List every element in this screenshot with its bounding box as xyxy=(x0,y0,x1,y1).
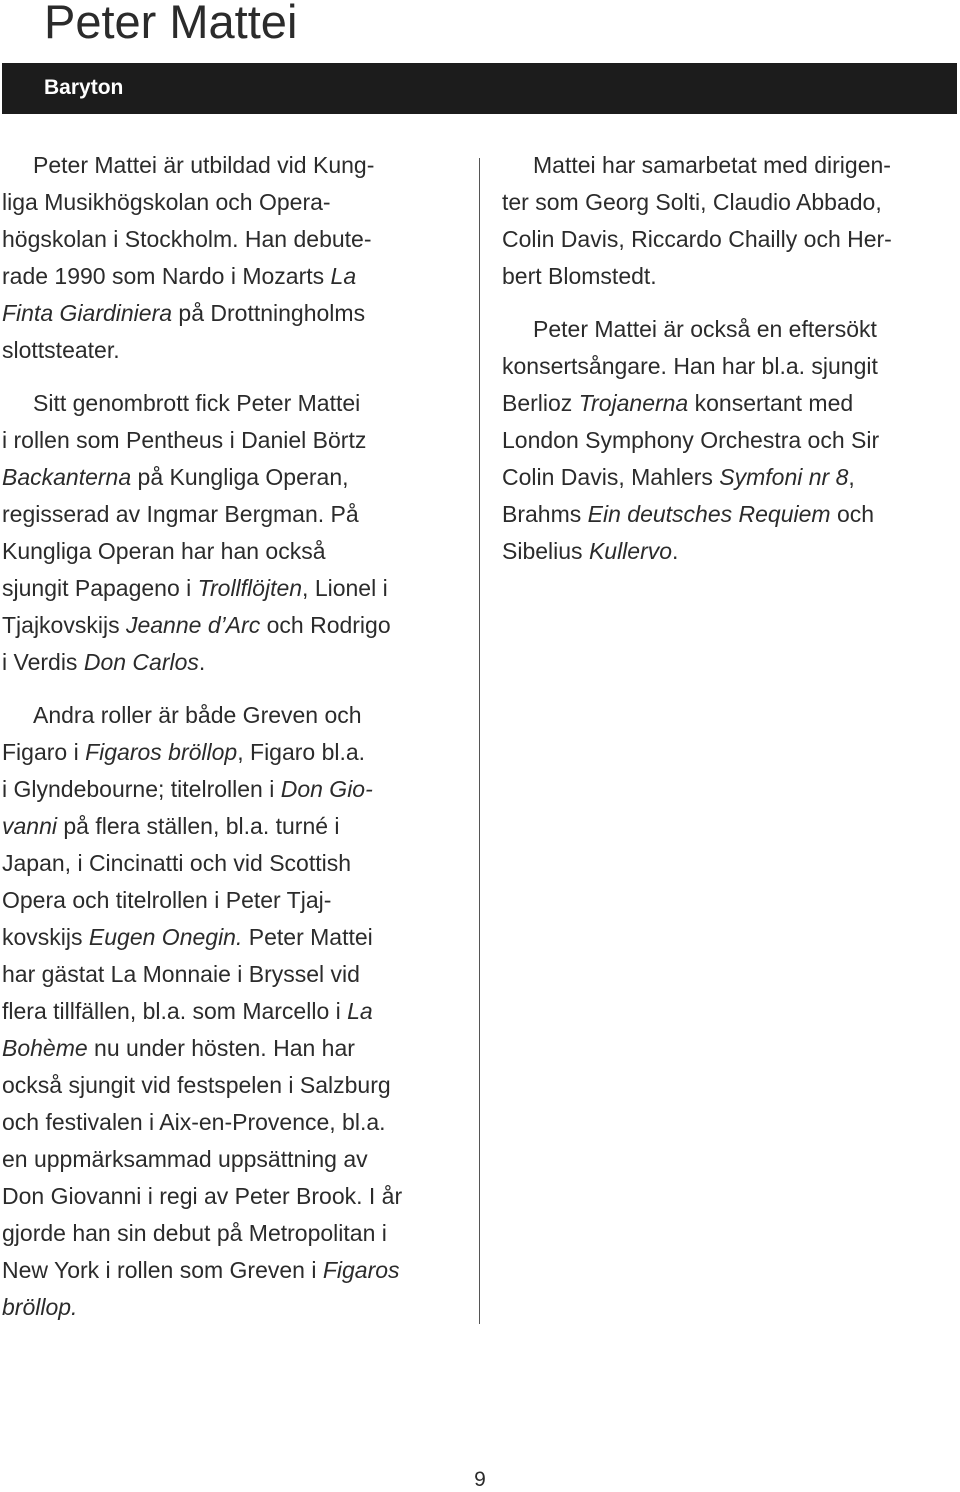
text-line xyxy=(502,184,957,221)
text-line xyxy=(502,533,957,570)
text-line xyxy=(2,845,462,882)
italic-title-text: Eugen Onegin. xyxy=(88,924,243,950)
text-line xyxy=(2,1104,462,1141)
text-line xyxy=(2,956,462,993)
text-segment: Brahms xyxy=(502,501,588,527)
text-segment: kovskijs xyxy=(2,924,89,950)
italic-title-text: Ein deutsches Requiem xyxy=(587,501,831,527)
text-segment: också sjungit vid festspelen i Salzburg xyxy=(2,1072,391,1098)
text-segment: på Kungliga Operan, xyxy=(131,464,349,490)
text-segment: bert Blomstedt. xyxy=(502,263,657,289)
text-segment: Kungliga Operan har han också xyxy=(2,538,326,564)
text-segment: och Rodrigo xyxy=(260,612,391,638)
italic-title-text: Backanterna xyxy=(2,464,132,490)
text-segment: på flera ställen, bl.a. turné i xyxy=(56,813,340,839)
text-line xyxy=(2,644,462,681)
text-segment: slottsteater. xyxy=(2,337,120,363)
text-segment: sjungit Papageno i xyxy=(2,575,198,601)
text-segment: Colin Davis, Riccardo Chailly och Her- xyxy=(502,226,892,252)
text-segment: Sibelius xyxy=(502,538,589,564)
text-segment: , Lionel i xyxy=(302,575,388,601)
text-segment: nu under hösten. Han har xyxy=(87,1035,355,1061)
text-segment: rade 1990 som Nardo i Mozarts xyxy=(2,263,331,289)
text-segment: och festivalen i Aix-en-Provence, bl.a. xyxy=(2,1109,386,1135)
text-segment: konsertsångare. Han har bl.a. sjungit xyxy=(502,353,878,379)
text-segment: Don Giovanni i regi av Peter Brook. I år xyxy=(2,1183,403,1209)
text-segment: Sitt genombrott fick Peter Mattei xyxy=(33,390,361,416)
italic-title-text: Jeanne d’Arc xyxy=(125,612,261,638)
voice-type-bar xyxy=(2,63,957,114)
text-line xyxy=(2,771,462,808)
text-line xyxy=(2,332,462,369)
text-line xyxy=(2,1289,462,1326)
text-segment: , xyxy=(848,464,855,490)
italic-title-text: Bohème xyxy=(2,1035,88,1061)
italic-title-text: Symfoni nr 8 xyxy=(719,464,849,490)
text-line xyxy=(502,496,957,533)
italic-title-text: La xyxy=(330,263,357,289)
right-column xyxy=(502,147,957,570)
text-segment: och xyxy=(830,501,875,527)
text-segment: Andra roller är både Greven och xyxy=(33,702,362,728)
text-line xyxy=(502,147,957,184)
text-line xyxy=(2,422,462,459)
italic-title-text: Kullervo xyxy=(588,538,673,564)
italic-title-text: La xyxy=(347,998,373,1024)
italic-title-text: Trojanerna xyxy=(578,390,689,416)
italic-title-text: Don Carlos xyxy=(83,649,199,675)
text-line xyxy=(2,993,462,1030)
text-segment: , Figaro bl.a. xyxy=(237,739,366,765)
text-line xyxy=(502,311,957,348)
text-segment: i rollen som Pentheus i Daniel Börtz xyxy=(2,427,367,453)
text-line xyxy=(502,221,957,258)
body-paragraph xyxy=(502,311,957,570)
italic-title-text: Finta Giardiniera xyxy=(2,300,173,326)
text-segment: i Glyndebourne; titelrollen i xyxy=(2,776,281,802)
text-segment: Figaro i xyxy=(2,739,86,765)
text-segment: i Verdis xyxy=(2,649,84,675)
text-segment: Opera och titelrollen i Peter Tjaj- xyxy=(2,887,332,913)
text-segment: Mattei har samarbetat med dirigen- xyxy=(533,152,891,178)
column-divider xyxy=(479,158,480,1324)
text-line xyxy=(2,147,462,184)
left-column xyxy=(2,147,462,1326)
text-line xyxy=(502,348,957,385)
text-segment: en uppmärksammad uppsättning av xyxy=(2,1146,368,1172)
text-segment: har gästat La Monnaie i Bryssel vid xyxy=(2,961,360,987)
body-paragraph xyxy=(2,697,462,1326)
italic-title-text: Figaros xyxy=(322,1257,400,1283)
text-line xyxy=(2,1067,462,1104)
text-segment: Peter Mattei xyxy=(242,924,373,950)
text-segment: Peter Mattei är också en eftersökt xyxy=(533,316,877,342)
text-line xyxy=(2,1178,462,1215)
italic-title-text: Don Gio- xyxy=(280,776,373,802)
text-line xyxy=(2,919,462,956)
text-line xyxy=(2,1215,462,1252)
body-paragraph xyxy=(2,385,462,681)
text-line xyxy=(2,1252,462,1289)
text-line xyxy=(2,184,462,221)
text-line xyxy=(502,459,957,496)
italic-title-text: Trollflöjten xyxy=(197,575,303,601)
text-line xyxy=(502,422,957,459)
text-segment: London Symphony Orchestra och Sir xyxy=(502,427,880,453)
text-segment: högskolan i Stockholm. Han debute- xyxy=(2,226,372,252)
text-line xyxy=(2,533,462,570)
text-line xyxy=(2,697,462,734)
page-title: Peter Mattei xyxy=(44,0,298,48)
italic-title-text: vanni xyxy=(2,813,57,839)
text-segment: på Drottningholms xyxy=(172,300,366,326)
text-line xyxy=(2,1141,462,1178)
voice-type-label: Baryton xyxy=(44,76,124,99)
text-line xyxy=(2,295,462,332)
text-segment: Berlioz xyxy=(502,390,579,416)
text-line xyxy=(2,808,462,845)
text-segment: Japan, i Cincinatti och vid Scottish xyxy=(2,850,352,876)
text-segment: liga Musikhögskolan och Opera- xyxy=(2,189,331,215)
text-segment: Colin Davis, Mahlers xyxy=(502,464,720,490)
italic-title-text: Figaros bröllop xyxy=(85,739,238,765)
italic-title-text: bröllop. xyxy=(2,1294,78,1320)
text-segment: . xyxy=(198,649,206,675)
text-segment: Tjajkovskijs xyxy=(2,612,126,638)
text-line xyxy=(2,385,462,422)
text-line xyxy=(2,496,462,533)
text-line xyxy=(2,734,462,771)
text-segment: . xyxy=(672,538,679,564)
text-line xyxy=(2,570,462,607)
text-segment: regisserad av Ingmar Bergman. På xyxy=(2,501,359,527)
body-paragraph xyxy=(2,147,462,369)
text-line xyxy=(502,385,957,422)
text-line xyxy=(2,607,462,644)
text-segment: ter som Georg Solti, Claudio Abbado, xyxy=(502,189,882,215)
text-segment: konsertant med xyxy=(688,390,854,416)
text-line xyxy=(2,221,462,258)
text-line xyxy=(2,258,462,295)
text-segment: Peter Mattei är utbildad vid Kung- xyxy=(33,152,375,178)
text-segment: gjorde han sin debut på Metropolitan i xyxy=(2,1220,387,1246)
body-paragraph xyxy=(502,147,957,295)
page-number: 9 xyxy=(474,1468,486,1491)
text-segment: flera tillfällen, bl.a. som Marcello i xyxy=(2,998,348,1024)
text-line xyxy=(2,1030,462,1067)
text-line xyxy=(502,258,957,295)
text-segment: New York i rollen som Greven i xyxy=(2,1257,323,1283)
text-line xyxy=(2,882,462,919)
text-line xyxy=(2,459,462,496)
